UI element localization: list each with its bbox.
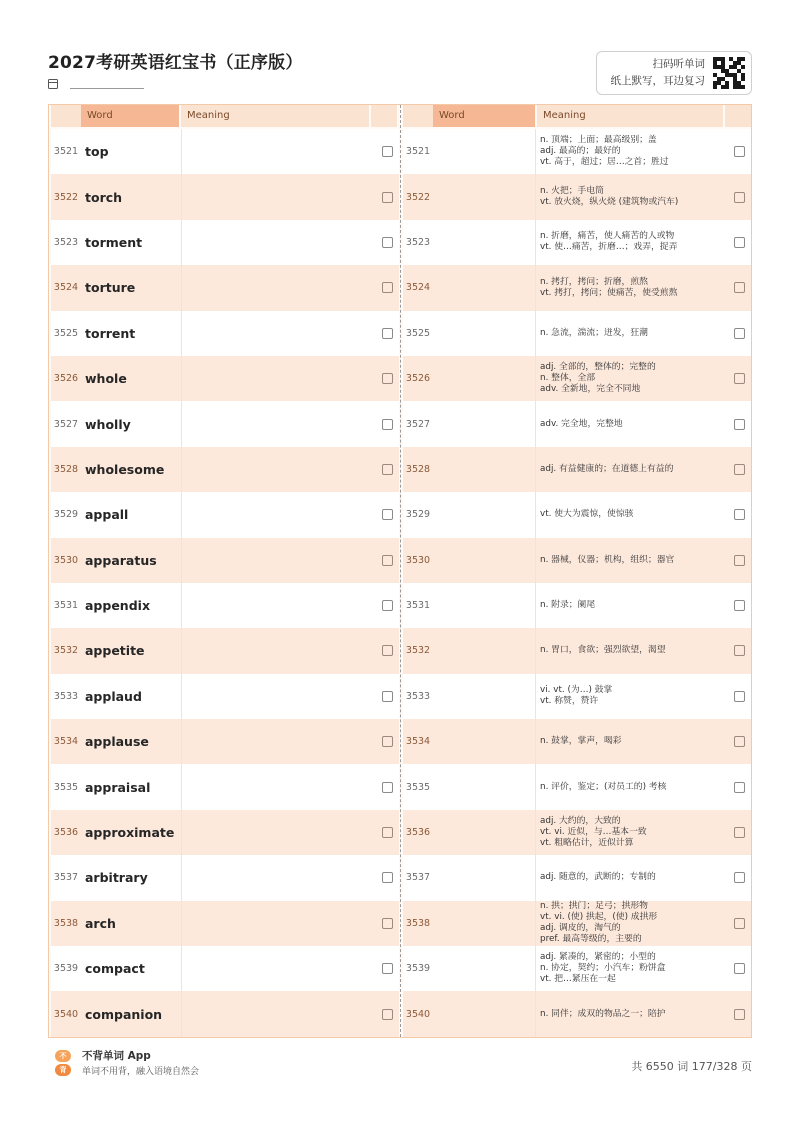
review-checkbox[interactable] — [382, 146, 393, 157]
word-blank-cell[interactable] — [433, 492, 535, 537]
word-number: 3523 — [53, 236, 79, 248]
meaning-text: n. 同伴；成双的物品之一；陪护 — [540, 1008, 666, 1019]
word-number: 3540 — [405, 1008, 431, 1020]
word-number: 3526 — [53, 373, 79, 385]
meaning-blank-cell[interactable] — [181, 401, 371, 446]
meaning-blank-cell[interactable] — [181, 991, 371, 1036]
word-blank-cell[interactable] — [433, 174, 535, 219]
review-checkbox[interactable] — [382, 963, 393, 974]
review-checkbox[interactable] — [382, 827, 393, 838]
word-number: 3538 — [405, 917, 431, 929]
word-blank-cell[interactable] — [433, 810, 535, 855]
meaning-cell — [535, 946, 725, 991]
meaning-text: n. 折磨，痛苦，使人痛苦的人或物 vt. 使…痛苦，折磨…；戏弄，捉弄 — [540, 231, 678, 253]
meaning-blank-cell[interactable] — [181, 583, 371, 628]
word-blank-cell[interactable] — [433, 764, 535, 809]
meaning-blank-cell[interactable] — [181, 628, 371, 673]
table-row — [403, 538, 751, 583]
table-row — [403, 810, 751, 855]
table-row — [51, 946, 399, 991]
review-checkbox[interactable] — [382, 237, 393, 248]
word-text: torrent — [85, 325, 136, 341]
table-row — [403, 991, 751, 1036]
meaning-blank-cell[interactable] — [181, 492, 371, 537]
word-blank-cell[interactable] — [433, 401, 535, 446]
meaning-text: n. 评价，鉴定；(对员工的) 考核 — [540, 781, 667, 792]
word-text: torment — [85, 234, 143, 250]
review-checkbox[interactable] — [734, 146, 745, 157]
review-checkbox[interactable] — [382, 872, 393, 883]
meaning-text: adj. 有益健康的；在道德上有益的 — [540, 463, 674, 474]
review-checkbox[interactable] — [734, 555, 745, 566]
word-blank-cell[interactable] — [433, 583, 535, 628]
meaning-text: n. 器械，仪器；机构，组织；器官 — [540, 554, 675, 565]
table-row — [403, 356, 751, 401]
review-checkbox[interactable] — [382, 464, 393, 475]
word-number: 3530 — [53, 554, 79, 566]
review-checkbox[interactable] — [382, 509, 393, 520]
word-number: 3539 — [405, 963, 431, 975]
review-checkbox[interactable] — [734, 872, 745, 883]
table-row — [51, 719, 399, 764]
table-row — [51, 401, 399, 446]
word-blank-cell[interactable] — [433, 356, 535, 401]
vocabulary-sheet — [48, 104, 752, 1038]
review-checkbox[interactable] — [734, 464, 745, 475]
review-checkbox[interactable] — [734, 509, 745, 520]
table-row — [403, 492, 751, 537]
table-row — [51, 810, 399, 855]
qr-caption — [605, 56, 713, 90]
word-blank-cell[interactable] — [433, 855, 535, 900]
word-text: wholly — [85, 416, 131, 432]
meaning-cell — [535, 129, 725, 174]
word-number: 3530 — [405, 554, 431, 566]
meaning-blank-cell[interactable] — [181, 220, 371, 265]
word-column-half — [51, 105, 399, 1037]
word-number: 3524 — [53, 282, 79, 294]
table-row — [403, 628, 751, 673]
meaning-cell — [535, 764, 725, 809]
word-header: Word — [433, 105, 535, 127]
meaning-text: n. 鼓掌，掌声，喝彩 — [540, 736, 622, 747]
table-row — [403, 674, 751, 719]
table-row — [51, 991, 399, 1036]
meaning-cell — [535, 174, 725, 219]
meaning-cell — [535, 311, 725, 356]
table-row — [403, 401, 751, 446]
table-row — [51, 174, 399, 219]
word-text: compact — [85, 961, 145, 977]
table-row — [403, 129, 751, 174]
word-number: 3528 — [53, 463, 79, 475]
word-number: 3525 — [53, 327, 79, 339]
word-number: 3539 — [53, 963, 79, 975]
word-number: 3533 — [53, 690, 79, 702]
meaning-blank-cell[interactable] — [181, 901, 371, 946]
word-number: 3534 — [53, 736, 79, 748]
review-checkbox[interactable] — [382, 328, 393, 339]
review-checkbox[interactable] — [382, 782, 393, 793]
review-checkbox[interactable] — [734, 918, 745, 929]
meaning-cell — [535, 855, 725, 900]
word-number: 3534 — [405, 736, 431, 748]
meaning-cell — [535, 901, 725, 946]
word-text: appall — [85, 507, 129, 523]
qr-caption-line2: 纸上默写，耳边复习 — [610, 75, 705, 87]
meaning-header: Meaning — [537, 105, 723, 127]
calendar-icon — [48, 79, 58, 89]
meaning-blank-cell[interactable] — [181, 719, 371, 764]
table-row — [403, 901, 751, 946]
word-text: arch — [85, 915, 116, 931]
word-number: 3522 — [405, 191, 431, 203]
review-checkbox[interactable] — [734, 328, 745, 339]
word-number: 3524 — [405, 282, 431, 294]
app-name: 不背单词 App — [82, 1050, 151, 1062]
meaning-column-half — [403, 105, 751, 1037]
word-number: 3528 — [405, 463, 431, 475]
word-text: appetite — [85, 643, 145, 659]
table-row — [403, 447, 751, 492]
meaning-text: n. 拷打，拷问；折磨，煎熬 vt. 拷打，拷问；使痛苦，使受煎熬 — [540, 276, 678, 298]
word-number: 3532 — [405, 645, 431, 657]
table-row — [51, 311, 399, 356]
word-header: Word — [81, 105, 179, 127]
review-checkbox[interactable] — [382, 736, 393, 747]
word-number: 3521 — [53, 146, 79, 158]
meaning-text: adj. 全部的，整体的；完整的 n. 整体，全部 adv. 全新地，完全不同地 — [540, 362, 656, 395]
review-checkbox[interactable] — [382, 1009, 393, 1020]
word-blank-cell[interactable] — [433, 447, 535, 492]
meaning-blank-cell[interactable] — [181, 265, 371, 310]
word-number: 3525 — [405, 327, 431, 339]
review-checkbox[interactable] — [382, 555, 393, 566]
word-text: apparatus — [85, 552, 157, 568]
word-text: top — [85, 144, 109, 160]
qr-caption-line1: 扫码听单词 — [652, 58, 705, 70]
review-checkbox[interactable] — [734, 1009, 745, 1020]
word-number: 3532 — [53, 645, 79, 657]
word-text: torture — [85, 280, 136, 296]
review-checkbox[interactable] — [382, 691, 393, 702]
word-number: 3537 — [53, 872, 79, 884]
word-number: 3531 — [405, 600, 431, 612]
meaning-blank-cell[interactable] — [181, 174, 371, 219]
qr-code-icon[interactable] — [713, 57, 745, 89]
word-rows — [51, 129, 399, 1037]
word-text: appendix — [85, 598, 151, 614]
meaning-text: n. 胃口，食欲；强烈欲望，渴望 — [540, 645, 666, 656]
meaning-text: adj. 大约的，大致的 vt. vi. 近似，与…基本一致 vt. 粗略估计，近似计算 — [540, 816, 647, 849]
review-checkbox[interactable] — [734, 736, 745, 747]
word-number: 3523 — [405, 236, 431, 248]
meaning-cell — [535, 583, 725, 628]
word-number: 3529 — [405, 509, 431, 521]
meaning-cell — [535, 265, 725, 310]
word-blank-cell[interactable] — [433, 265, 535, 310]
table-row — [403, 174, 751, 219]
table-row — [51, 220, 399, 265]
meaning-cell — [535, 447, 725, 492]
word-number: 3526 — [405, 373, 431, 385]
app-slogan: 单词不用背，融入语境自然会 — [82, 1067, 200, 1077]
qr-audio-box[interactable] — [596, 51, 752, 95]
meaning-blank-cell[interactable] — [181, 855, 371, 900]
word-blank-cell[interactable] — [433, 901, 535, 946]
table-row — [51, 674, 399, 719]
meaning-cell — [535, 538, 725, 583]
meaning-blank-cell[interactable] — [181, 356, 371, 401]
word-number: 3538 — [53, 917, 79, 929]
review-checkbox[interactable] — [734, 373, 745, 384]
table-row — [51, 538, 399, 583]
word-blank-cell[interactable] — [433, 674, 535, 719]
word-text: applause — [85, 734, 149, 750]
review-checkbox[interactable] — [734, 827, 745, 838]
word-blank-cell[interactable] — [433, 946, 535, 991]
meaning-blank-cell[interactable] — [181, 129, 371, 174]
table-row — [51, 583, 399, 628]
page-info: 共 6550 词 177/328 页 — [631, 1060, 752, 1073]
word-number: 3521 — [405, 146, 431, 158]
table-row — [51, 129, 399, 174]
review-checkbox[interactable] — [734, 419, 745, 430]
word-blank-cell[interactable] — [433, 991, 535, 1036]
meaning-text: n. 附录；阑尾 — [540, 600, 596, 611]
meaning-cell — [535, 719, 725, 764]
meaning-text: vt. 使大为震惊，使惊骇 — [540, 509, 634, 520]
table-row — [51, 901, 399, 946]
table-header — [403, 105, 751, 127]
meaning-text: vi. vt. (为…) 鼓掌 vt. 称赞，赞许 — [540, 685, 613, 707]
word-text: approximate — [85, 825, 175, 841]
review-checkbox[interactable] — [382, 192, 393, 203]
review-checkbox[interactable] — [382, 600, 393, 611]
table-row — [51, 855, 399, 900]
table-row — [403, 311, 751, 356]
word-number: 3536 — [53, 827, 79, 839]
review-checkbox[interactable] — [382, 373, 393, 384]
page-footer — [48, 1048, 752, 1080]
table-row — [51, 356, 399, 401]
table-row — [51, 764, 399, 809]
table-row — [403, 265, 751, 310]
word-blank-cell[interactable] — [433, 220, 535, 265]
review-checkbox[interactable] — [382, 645, 393, 656]
word-number: 3536 — [405, 827, 431, 839]
word-text: wholesome — [85, 461, 165, 477]
table-row — [403, 220, 751, 265]
date-row — [48, 78, 144, 89]
date-blank-line — [70, 88, 144, 89]
review-checkbox[interactable] — [734, 282, 745, 293]
meaning-cell — [535, 628, 725, 673]
meaning-blank-cell[interactable] — [181, 538, 371, 583]
meaning-blank-cell[interactable] — [181, 764, 371, 809]
meaning-cell — [535, 492, 725, 537]
meaning-cell — [535, 810, 725, 855]
word-blank-cell[interactable] — [433, 311, 535, 356]
meaning-cell — [535, 356, 725, 401]
meaning-text: n. 顶端；上面；最高级别；盖 adj. 最高的；最好的 vt. 高于，超过；居…之首；胜过 — [540, 135, 669, 168]
meaning-text: adv. 完全地，完整地 — [540, 418, 623, 429]
review-checkbox[interactable] — [382, 419, 393, 430]
meaning-text: adj. 随意的，武断的；专制的 — [540, 872, 656, 883]
review-checkbox[interactable] — [734, 645, 745, 656]
word-number: 3527 — [405, 418, 431, 430]
meaning-text: n. 火把；手电筒 vt. 放火烧，纵火烧 (建筑物或汽车) — [540, 186, 679, 208]
app-logo-icon: 不 背 — [52, 1050, 74, 1078]
table-row — [403, 583, 751, 628]
word-text: appraisal — [85, 779, 151, 795]
meaning-rows — [403, 129, 751, 1037]
table-row — [51, 492, 399, 537]
word-text: companion — [85, 1006, 163, 1022]
word-number: 3533 — [405, 690, 431, 702]
table-row — [403, 764, 751, 809]
review-checkbox[interactable] — [734, 782, 745, 793]
word-number: 3522 — [53, 191, 79, 203]
word-text: torch — [85, 189, 123, 205]
word-blank-cell[interactable] — [433, 538, 535, 583]
review-checkbox[interactable] — [734, 237, 745, 248]
table-header — [51, 105, 399, 127]
table-row — [403, 719, 751, 764]
word-number: 3535 — [405, 781, 431, 793]
meaning-cell — [535, 674, 725, 719]
review-checkbox[interactable] — [382, 282, 393, 293]
word-blank-cell[interactable] — [433, 719, 535, 764]
meaning-header: Meaning — [181, 105, 369, 127]
word-blank-cell[interactable] — [433, 129, 535, 174]
review-checkbox[interactable] — [734, 600, 745, 611]
review-checkbox[interactable] — [382, 918, 393, 929]
meaning-blank-cell[interactable] — [181, 674, 371, 719]
word-number: 3527 — [53, 418, 79, 430]
meaning-text: adj. 紧凑的，紧密的；小型的 n. 协定，契约；小汽车；粉饼盒 vt. 把…紧压在一起 — [540, 952, 666, 985]
word-number: 3531 — [53, 600, 79, 612]
page-header — [48, 48, 752, 100]
review-checkbox[interactable] — [734, 192, 745, 203]
word-text: whole — [85, 371, 127, 387]
word-text: arbitrary — [85, 870, 148, 886]
table-row — [51, 447, 399, 492]
word-text: applaud — [85, 688, 142, 704]
meaning-text: n. 拱；拱门；足弓；拱形物 vt. vi. (使) 拱起，(使) 成拱形 adj. 调皮的，淘气的 pref. 最高等级的，主要的 — [540, 901, 658, 945]
fold-divider — [400, 105, 401, 1037]
meaning-blank-cell[interactable] — [181, 447, 371, 492]
word-number: 3540 — [53, 1008, 79, 1020]
meaning-text: n. 急流，湍流；迸发，狂潮 — [540, 327, 648, 338]
table-row — [403, 946, 751, 991]
word-number: 3529 — [53, 509, 79, 521]
review-checkbox[interactable] — [734, 691, 745, 702]
meaning-blank-cell[interactable] — [181, 810, 371, 855]
meaning-blank-cell[interactable] — [181, 946, 371, 991]
page-title: 2027考研英语红宝书（正序版） — [48, 53, 303, 73]
word-number: 3535 — [53, 781, 79, 793]
word-number: 3537 — [405, 872, 431, 884]
word-blank-cell[interactable] — [433, 628, 535, 673]
meaning-blank-cell[interactable] — [181, 311, 371, 356]
review-checkbox[interactable] — [734, 963, 745, 974]
table-row — [51, 628, 399, 673]
table-row — [403, 855, 751, 900]
meaning-cell — [535, 220, 725, 265]
meaning-cell — [535, 991, 725, 1036]
meaning-cell — [535, 401, 725, 446]
table-row — [51, 265, 399, 310]
